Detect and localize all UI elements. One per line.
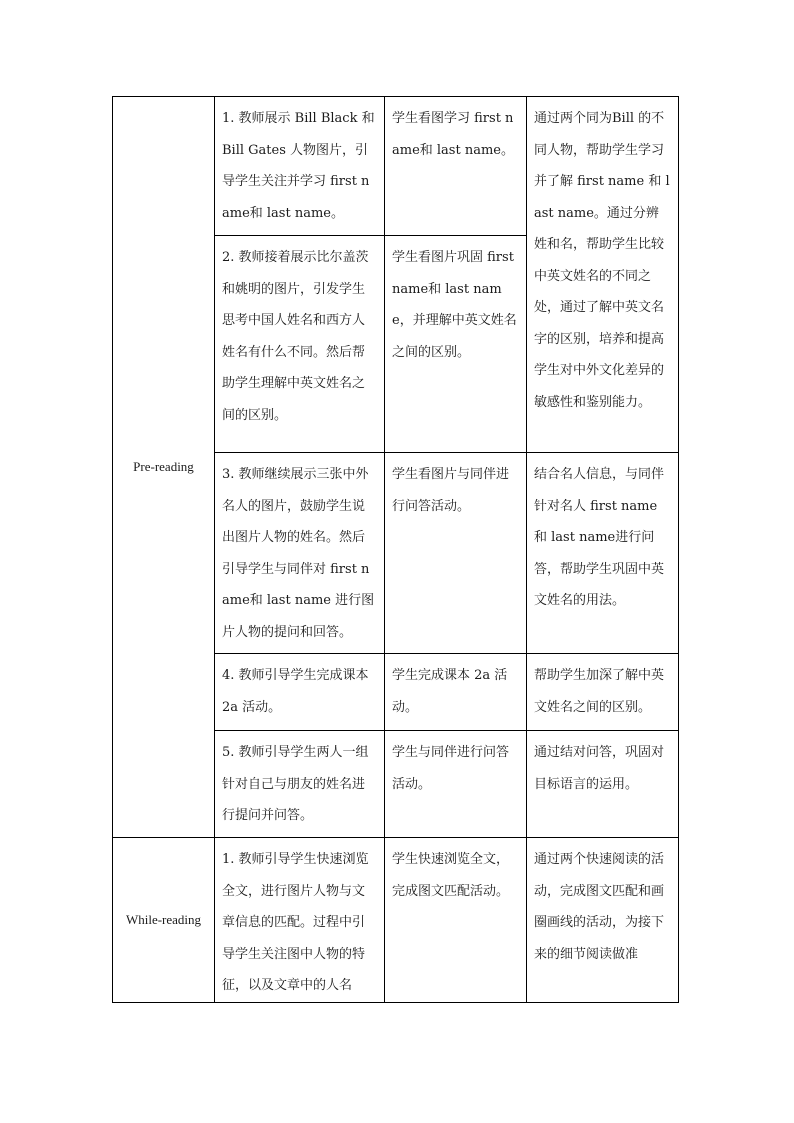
table-row xyxy=(113,838,679,1003)
student-activity-cell xyxy=(385,453,527,654)
teacher-activity-cell xyxy=(215,838,385,1003)
student-activity-cell xyxy=(385,731,527,838)
purpose-cell xyxy=(527,97,679,453)
student-activity-cell xyxy=(385,654,527,731)
student-activity-text: 学生完成课本 2a 活动。 xyxy=(392,668,508,715)
teacher-activity-cell xyxy=(215,97,385,236)
table-row xyxy=(113,97,679,236)
teacher-activity-cell xyxy=(215,453,385,654)
purpose-cell xyxy=(527,731,679,838)
student-activity-text: 学生看图学习 first name和 last name。 xyxy=(392,111,514,158)
teacher-activity-cell xyxy=(215,654,385,731)
student-activity-cell xyxy=(385,236,527,453)
teacher-activity-text: 5. 教师引导学生两人一组针对自己与朋友的姓名进行提问并问答。 xyxy=(222,745,369,823)
student-activity-cell xyxy=(385,838,527,1003)
purpose-text: 通过结对问答，巩固对目标语言的运用。 xyxy=(534,745,665,792)
purpose-text: 帮助学生加深了解中英文姓名之间的区别。 xyxy=(534,668,665,715)
purpose-text: 通过两个快速阅读的活动，完成图文匹配和画圈画线的活动，为接下来的细节阅读做准 xyxy=(534,852,665,962)
student-activity-text: 学生看图片与同伴进行问答活动。 xyxy=(392,467,510,514)
teacher-activity-text: 1. 教师展示 Bill Black 和 Bill Gates 人物图片，引导学生关注并学习 first name和 last name。 xyxy=(222,111,375,221)
teacher-activity-cell xyxy=(215,731,385,838)
purpose-text: 通过两个同为Bill 的不同人物，帮助学生学习并了解 first name 和 last name。通过分辨姓和名，帮助学生比较中英文姓名的不同之处，通过了解中英文名字的区别，培养和提高学生对中外文化差异的敏感性和鉴别能力。 xyxy=(534,111,670,410)
purpose-cell xyxy=(527,453,679,654)
lesson-plan-table xyxy=(112,96,679,1003)
teacher-activity-text: 3. 教师继续展示三张中外名人的图片，鼓励学生说出图片人物的姓名。然后引导学生与同伴对 first name和 last name 进行图片人物的提问和回答。 xyxy=(222,467,375,640)
stage-cell-while-reading: While-reading xyxy=(113,838,215,1003)
purpose-cell xyxy=(527,654,679,731)
teacher-activity-text: 1. 教师引导学生快速浏览全文，进行图片人物与文章信息的匹配。过程中引导学生关注图中人物的特征，以及文章中的人名 xyxy=(222,852,369,993)
student-activity-cell xyxy=(385,97,527,236)
purpose-cell xyxy=(527,838,679,1003)
stage-cell-pre-reading: Pre-reading xyxy=(113,97,215,838)
purpose-text: 结合名人信息，与同伴针对名人 first name和 last name进行问答，帮助学生巩固中英文姓名的用法。 xyxy=(534,467,665,608)
student-activity-text: 学生看图片巩固 first name和 last name，并理解中英文姓名之间的区别。 xyxy=(392,250,517,360)
teacher-activity-text: 2. 教师接着展示比尔盖茨和姚明的图片，引发学生思考中国人姓名和西方人姓名有什么不同。然后帮助学生理解中英文姓名之间的区别。 xyxy=(222,250,369,423)
teacher-activity-text: 4. 教师引导学生完成课本 2a 活动。 xyxy=(222,668,369,715)
teacher-activity-cell xyxy=(215,236,385,453)
student-activity-text: 学生与同伴进行问答活动。 xyxy=(392,745,510,792)
student-activity-text: 学生快速浏览全文，完成图文匹配活动。 xyxy=(392,852,510,899)
